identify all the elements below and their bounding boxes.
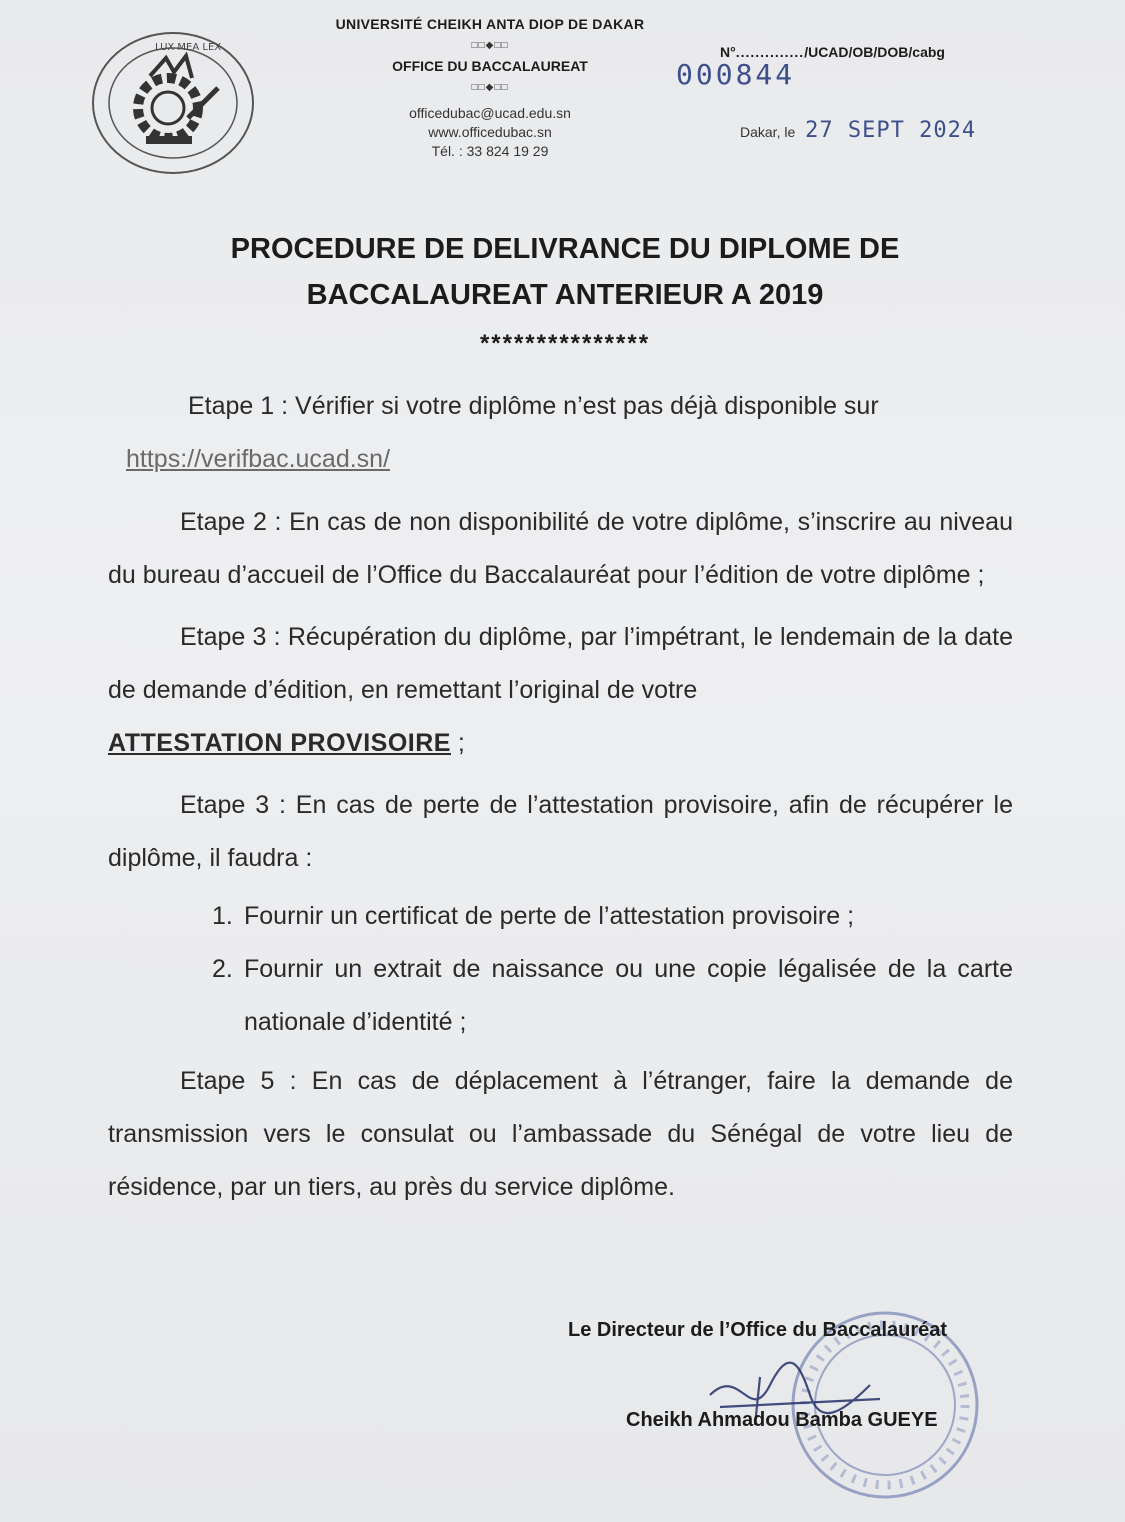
step-2: Etape 2 : En cas de non disponibilité de votre diplôme, s’inscrire au niveau du bureau d’accueil de l’Office du Baccalauréat pour l’édition de votre diplôme ;	[108, 508, 1013, 589]
requirements-list	[108, 890, 1013, 1049]
university-logo	[88, 28, 258, 178]
title-line-1: PROCEDURE DE DELIVRANCE DU DIPLOME DE	[230, 233, 900, 265]
title-separator: ***************	[479, 330, 651, 357]
attestation-provisoire-emph: ATTESTATION PROVISOIRE	[108, 729, 451, 757]
ref-prefix: N°	[720, 44, 736, 60]
procedure-body	[108, 380, 1013, 1223]
contact-info	[300, 104, 680, 161]
contact-website[interactable]: www.officedubac.sn	[428, 124, 552, 140]
list-item-number: 2.	[212, 955, 233, 983]
list-item-number: 1.	[212, 902, 233, 930]
date-label: Dakar, le	[740, 124, 796, 140]
signatory-title: Le Directeur de l’Office du Baccalauréat	[568, 1319, 948, 1341]
gear-icon	[138, 78, 198, 138]
ornament: □□◆□□	[471, 40, 509, 51]
signature-block	[560, 1305, 1030, 1505]
step-3-text: Etape 3 : Récupération du diplôme, par l’impétrant, le lendemain de la date de demande d’édition, en remettant l’original de votre	[108, 623, 1013, 704]
contact-email[interactable]: officedubac@ucad.edu.sn	[409, 105, 571, 121]
list-item-text: Fournir un certificat de perte de l’attestation provisoire ;	[244, 902, 855, 930]
logo-ring-text: LUX MEA LEX	[155, 42, 222, 53]
ref-dots: ..............	[735, 44, 805, 60]
signatory-name: Cheikh Ahmadou Bamba GUEYE	[626, 1409, 938, 1431]
list-item-text: Fournir un extrait de naissance ou une copie légalisée de la carte nationale d’identité ;	[244, 955, 1013, 1036]
contact-phone: Tél. : 33 824 19 29	[431, 143, 549, 159]
step-3-end: ;	[450, 729, 465, 757]
step-5: Etape 5 : En cas de déplacement à l’étranger, faire la demande de transmission vers le consulat ou l’ambassade du Sénégal de votre lieu de résidence, par un tiers, au près du service diplôme.	[108, 1067, 1013, 1201]
step-3-loss: Etape 3 : En cas de perte de l’attestation provisoire, afin de récupérer le diplôme, il faudra :	[108, 791, 1013, 872]
letterhead	[300, 14, 680, 161]
list-item	[108, 943, 1013, 1049]
step-3-retrieval	[108, 611, 1013, 770]
date-line	[740, 118, 976, 143]
reference-number-stamp: 000844	[676, 58, 796, 91]
verifbac-link[interactable]: https://verifbac.ucad.sn/	[126, 445, 391, 473]
date-stamp: 27 SEPT 2024	[805, 118, 977, 143]
ref-suffix: /UCAD/OB/DOB/cabg	[804, 44, 945, 60]
title-line-2: BACCALAUREAT ANTERIEUR A 2019	[306, 279, 824, 311]
list-item	[108, 890, 1013, 943]
office-name: OFFICE DU BACCALAUREAT	[392, 58, 588, 74]
step-1: Etape 1 : Vérifier si votre diplôme n’est pas déjà disponible sur	[188, 392, 879, 420]
university-name: UNIVERSITÉ CHEIKH ANTA DIOP DE DAKAR	[335, 16, 645, 32]
ornament-2: □□◆□□	[471, 82, 509, 93]
document-title	[120, 226, 1010, 318]
